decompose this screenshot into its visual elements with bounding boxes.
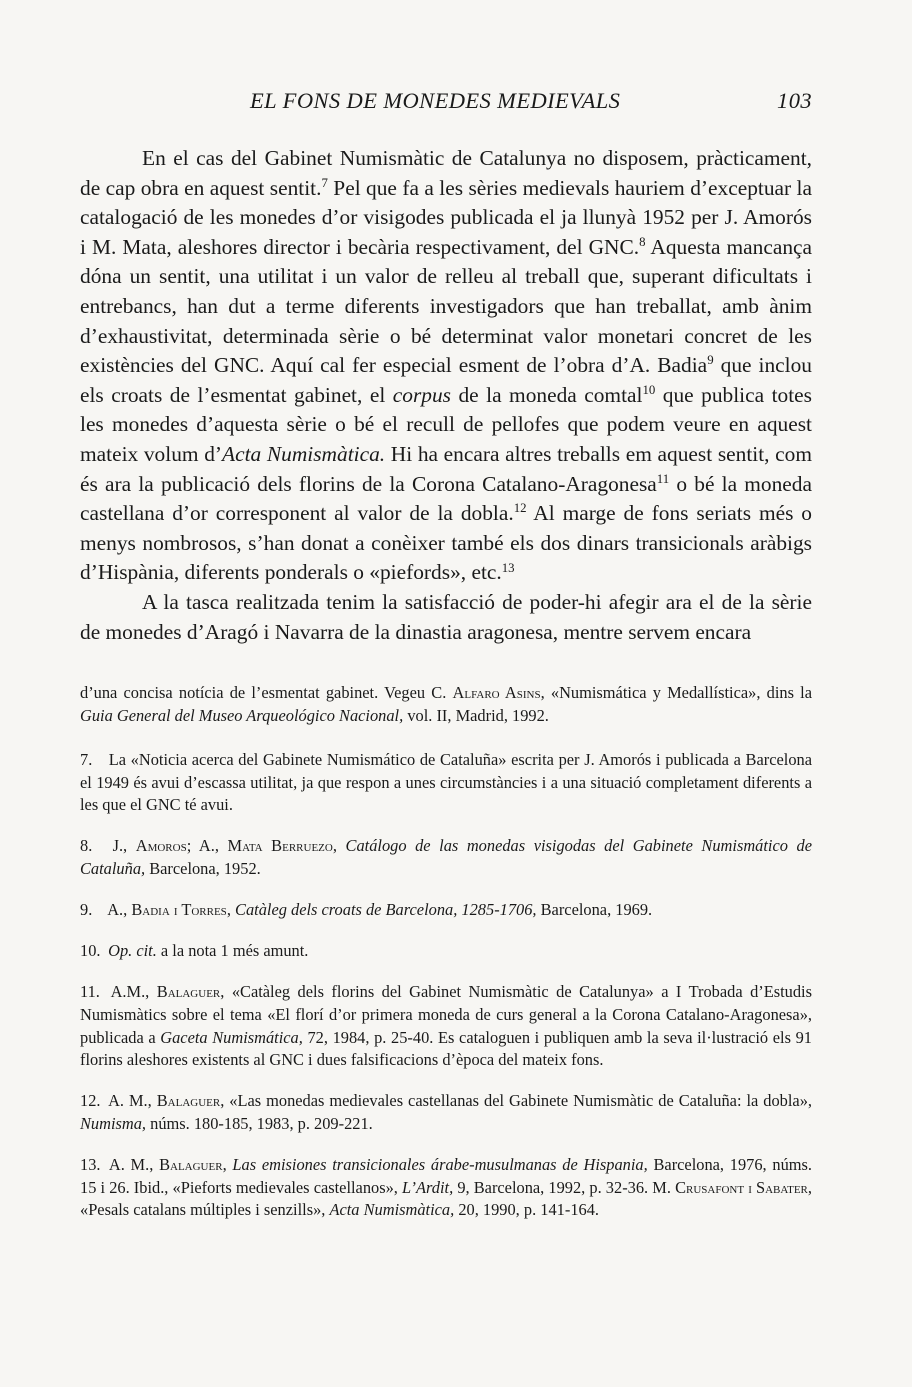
italic-title: Numisma, [80, 1113, 147, 1133]
footnote-ref-7: 7 [321, 175, 328, 190]
author-name: Crusafont i Sabater [675, 1177, 808, 1197]
author-name: Balaguer [159, 1154, 223, 1174]
text-run: J., [112, 836, 136, 856]
paragraph-1 [80, 144, 812, 588]
italic-title: L’Ardit, [402, 1177, 454, 1197]
text-run: , «Catàleg dels florins del Gabinet Numismàtic de Catalunya» a I Trobada d’Estudis Numismàtics sobre el tema «El florí d’or primera moneda de curs general a la Corona Catalano-Aragonesa», publicada a [80, 982, 812, 1047]
footnote-12 [80, 1090, 812, 1135]
text-run: Pel que fa a les sèries medievals hauriem d’exceptuar la catalogació de les monedes d’or visigodes publicada el ja llunyà 1952 per J. Amorós i M. Mata, aleshores director i becària respectivament, del GNC. [80, 175, 812, 259]
text-run: , «Pesals catalans múltiples i senzills», [80, 1177, 812, 1220]
italic-term: corpus [392, 382, 451, 407]
italic-term: Op. cit. [108, 941, 157, 961]
text-run: que inclou els croats de l’esmentat gabinet, el [80, 353, 812, 407]
text-run: , [222, 1154, 233, 1174]
text-run: núms. 180-185, 1983, p. 209-221. [146, 1113, 373, 1133]
italic-title: Catálogo de las monedas visigodas del Gabinete Numismático de Cataluña, [80, 836, 812, 879]
running-header [80, 88, 812, 124]
author-name: Amoros [135, 836, 187, 856]
text-run: vol. II, Madrid, 1992. [403, 705, 549, 725]
italic-title: Acta Numismàtica. [222, 441, 386, 466]
italic-title: Acta Numismàtica, [329, 1200, 455, 1220]
footnotes [80, 682, 812, 1240]
footnote-13 [80, 1154, 812, 1222]
author-name: Balaguer [156, 982, 221, 1002]
text-run: Aquesta mancança dóna un sentit, una utilitat i un valor de relleu al treball que, superant dificultats i entrebancs, han dut a terme diferents investigadors que han treballat, amb ànim d’exhaustivitat, determinada sèrie o bé determinat valor monetari concret de les existències del GNC. Aquí cal fer especial esment de l’obra d’A. Badia [80, 234, 813, 378]
running-title: EL FONS DE MONEDES MEDIEVALS [250, 88, 621, 113]
footnote-number: 7. [80, 750, 93, 770]
text-run: Al marge de fons seriats més o menys nombrosos, s’han donat a conèixer també els dos dinars transicionals aràbigs d’Hispània, diferents ponderals o «piefords», etc. [80, 501, 813, 585]
author-name: Badia i Torres [131, 900, 227, 920]
footnote-11 [80, 981, 812, 1071]
paragraph-2: A la tasca realitzada tenim la satisfacció de poder-hi afegir ara el de la sèrie de monedes d’Aragó i Navarra de la dinastia aragonesa, mentre servem encara [80, 589, 812, 644]
footnote-number: 12. [80, 1091, 101, 1111]
text-run: 72, 1984, p. 25-40. Es cataloguen i publiquen amb la seva il·lustració els 91 florins aleshores existents al GNC i dues falsificacions d’època del mateix fons. [80, 1027, 812, 1070]
text-run: o bé la moneda castellana d’or corresponent al valor de la dobla. [80, 471, 812, 526]
italic-title: Gaceta Numismática, [160, 1027, 303, 1047]
footnote-ref-11: 11 [656, 471, 670, 486]
main-text [80, 144, 812, 647]
footnote-10 [80, 940, 812, 963]
page-number: 103 [777, 88, 812, 113]
footnote-number: 9. [80, 900, 93, 920]
footnote-continuation [80, 682, 812, 727]
text-run: A.M., [110, 982, 157, 1002]
footnote-ref-12: 12 [513, 501, 527, 516]
text-run: Barcelona, 1952. [145, 859, 261, 879]
footnote-ref-13: 13 [501, 560, 515, 575]
footnote-ref-10: 10 [642, 383, 656, 398]
footnote-8 [80, 835, 812, 880]
text-run: de la moneda comtal [450, 382, 643, 407]
footnote-number: 11. [80, 982, 100, 1002]
text-run: A. M., [108, 1091, 157, 1111]
text-run: A. M., [108, 1154, 160, 1174]
text-run: En el cas del Gabinet Numismàtic de Catalunya no disposem, pràcticament, de cap obra en aquest sentit. [80, 146, 812, 200]
text-run: Barcelona, 1976, núms. 15 i 26. Ibid., «Pieforts medievales castellanos», [80, 1154, 813, 1197]
text-run: , «Numismática y Medallística», dins la [540, 683, 812, 702]
text-run: 20, 1990, p. 141-164. [454, 1200, 599, 1220]
author-name: Alfaro Asins [452, 683, 541, 702]
text-run: Barcelona, 1969. [536, 900, 653, 920]
text-run: d’una concisa notícia de l’esmentat gabinet. Vegeu C. [80, 683, 453, 702]
footnote-number: 8. [80, 836, 93, 856]
text-run: , «Las monedas medievales castellanas del Gabinete Numismàtic de Cataluña: la dobla», [220, 1091, 812, 1111]
text-run: a la nota 1 més amunt. [156, 941, 309, 961]
footnote-7 [80, 749, 812, 817]
text-run: , [332, 836, 346, 856]
footnote-9 [80, 899, 812, 922]
footnote-number: 10. [80, 941, 101, 961]
text-run: A., [107, 900, 132, 920]
text-run: que publica totes les monedes d’aquesta sèrie o bé el recull de pellofes que podem veure en aquest mateix volum d’ [80, 382, 812, 466]
italic-title: Catàleg dels croats de Barcelona, 1285-1706, [235, 900, 537, 920]
italic-title: Las emisiones transicionales árabe-musulmanas de Hispania, [232, 1154, 648, 1174]
text-run: La «Noticia acerca del Gabinete Numismático de Cataluña» escrita per J. Amorós i publicada a Barcelona el 1949 és avui d’escassa utilitat, ja que respon a unes circumstàncies i a una situació completament diferents a les que el GNC té avui. [80, 750, 812, 815]
italic-title: Guia General del Museo Arqueológico Nacional, [80, 705, 404, 725]
footnote-ref-8: 8 [639, 235, 646, 250]
author-name: Mata Berruezo [227, 836, 333, 856]
text-run: ; A., [186, 836, 228, 856]
author-name: Balaguer [156, 1091, 221, 1111]
footnote-ref-9: 9 [707, 353, 714, 368]
footnote-number: 13. [80, 1154, 101, 1174]
text-run: Hi ha encara altres treballs em aquest sentit, com és ara la publicació dels florins de la Corona Catalano-Aragonesa [80, 441, 812, 496]
text-run: , [226, 900, 236, 920]
text-run: 9, Barcelona, 1992, p. 32-36. M. [453, 1177, 676, 1197]
